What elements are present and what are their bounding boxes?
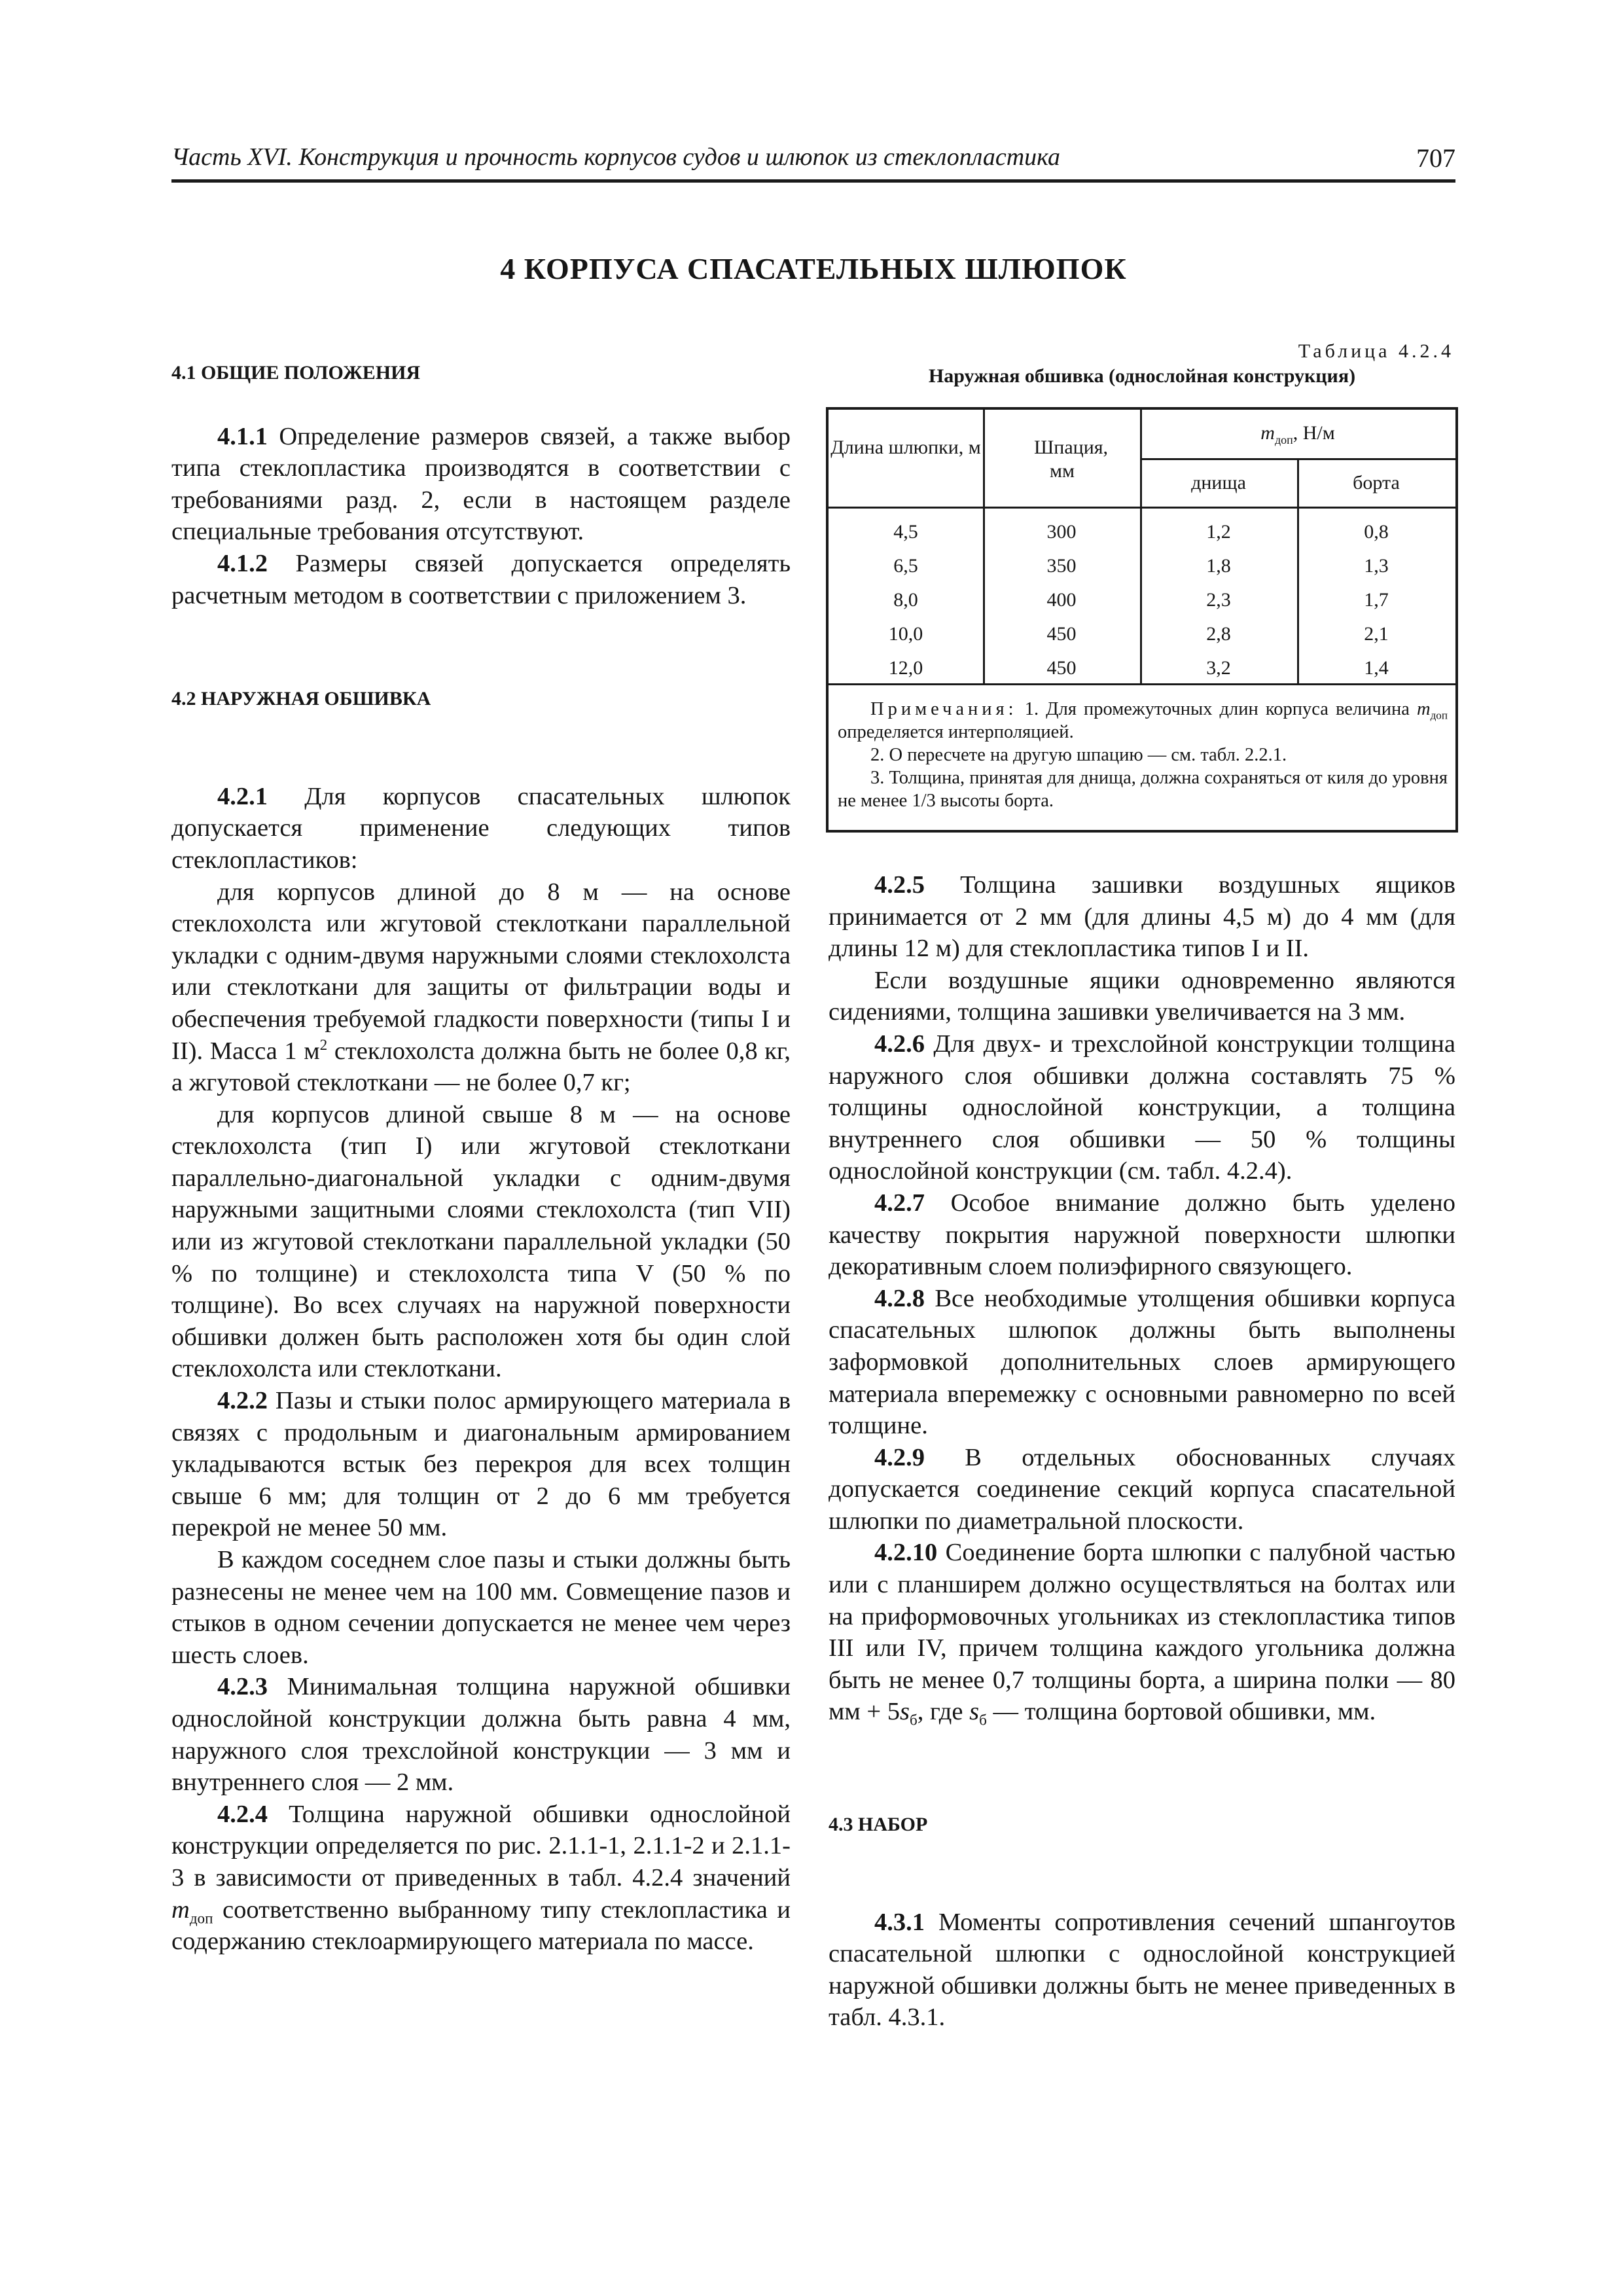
running-header: [171, 139, 1455, 183]
table-divider: [983, 410, 985, 508]
cell-bottom: 2,3: [1206, 589, 1231, 611]
header-side: борта: [1353, 472, 1400, 493]
cell-length: 12,0: [888, 657, 923, 679]
paragraph-4-2-1: 4.2.1 Для корпусов спасательных шлюпок допускается применение следующих типов стеклопластиков:: [171, 782, 791, 874]
paragraph-4-2-9: 4.2.9 В отдельных обоснованных случаях допускается соединение секций корпуса спасательной шлюпки по диаметральной плоскости.: [829, 1443, 1455, 1535]
cell-side: 1,4: [1364, 657, 1389, 679]
cell-side: 1,7: [1364, 589, 1389, 611]
paragraph-4-3-1: 4.3.1 Моменты сопротивления сечений шпангоутов спасательной шлюпки с однослойной конструкцией наружной обшивки должны быть не менее приведенных в табл. 4.3.1.: [829, 1908, 1456, 2032]
cell-length: 10,0: [888, 623, 923, 645]
chapter-title: 4 КОРПУСА СПАСАТЕЛЬНЫХ ШЛЮПОК: [500, 252, 1127, 285]
cell-spacing: 450: [1046, 623, 1077, 645]
paragraph-4-2-7: 4.2.7 Особое внимание должно быть уделено качеству покрытия наружной поверхности шлюпки декоративным слоем полиэфирного связующего.: [829, 1189, 1455, 1281]
right-column: [829, 864, 1455, 2034]
header-length: Длина шлюпки, м: [830, 437, 981, 458]
header-spacing: Шпация, мм: [1034, 437, 1109, 482]
section-heading-4-1: 4.1 ОБЩИЕ ПОЛОЖЕНИЯ: [171, 362, 421, 384]
table-note-3: 3. Толщина, принятая для днища, должна сохраняться от киля до уровня не менее 1/3 высоты борта.: [838, 768, 1448, 811]
paragraph-4-2-1-a: для корпусов длиной до 8 м — на основе стеклохолста или жгутовой стеклоткани параллельной укладки с одним-двумя наружными слоями стеклохолста или стеклоткани для защиты от фильтрации воды и обеспечения требуемой гладкости поверхности (типы I и II). Масса 1 $м^2$ стеклохолста должна быть не более 0,8 кг, а жгутовой стеклоткани — не более 0,7 кг;: [171, 878, 791, 1097]
paragraph-4-2-8: 4.2.8 Все необходимые утолщения обшивки корпуса спасательных шлюпок должны быть выполнены заформовкой дополнительных слоев армирующего материала вперемежку с основными равномерно по всей толщине.: [829, 1284, 1456, 1440]
header-bottom: днища: [1191, 472, 1246, 493]
cell-spacing: 300: [1046, 521, 1077, 543]
table-note-1: Примечания: 1. Для промежуточных длин корпуса величина $m_{доп}$ определяется интерполяцией.: [838, 699, 1448, 742]
cell-side: 0,8: [1364, 521, 1389, 543]
table-divider: [829, 683, 1455, 685]
table-title: Наружная обшивка (однослойная конструкция): [928, 365, 1356, 387]
cell-bottom: 1,8: [1206, 555, 1231, 577]
table-divider: [829, 507, 1455, 509]
header-mass: $m_{доп}$, Н/м: [1260, 422, 1335, 446]
paragraph-4-2-4: 4.2.4 Толщина наружной обшивки однослойной конструкции определяется по рис. 2.1.1-1, 2.1.1-2 и 2.1.1-3 в зависимости от приведенных в табл. 4.2.4 значений $m_{доп}$ соответственно выбранному типу стеклопластика и содержанию стеклоармирующего материала по массе.: [171, 1800, 791, 1956]
cell-spacing: 350: [1046, 555, 1077, 577]
cell-length: 4,5: [893, 521, 918, 543]
paragraph-4-2-5: 4.2.5 Толщина зашивки воздушных ящиков принимается от 2 мм (для длины 4,5 м) до 4 мм (для длины 12 м) для стеклопластика типов I и II.: [829, 871, 1455, 963]
table-divider: [1140, 458, 1455, 460]
table-label: Таблица 4.2.4: [1298, 340, 1454, 362]
table-notes: [838, 698, 1448, 812]
cell-length: 8,0: [893, 589, 918, 611]
cell-length: 6,5: [893, 555, 918, 577]
table-caption: [826, 340, 1458, 387]
cell-side: 1,3: [1364, 555, 1389, 577]
paragraph-4-1-1: 4.1.1 Определение размеров связей, а также выбор типа стеклопластика производятся в соответствии с требованиями разд. 2, если в настоящем разделе специальные требования отсутствуют.: [171, 422, 791, 546]
paragraph-4-2-10: 4.2.10 Соединение борта шлюпки с палубной частью или с планширем должно осуществляться на болтах или на приформовочных угольниках из стеклопластика типов III или IV, причем толщина каждого угольника должна быть не менее 0,7 толщины борта, а ширина полки — 80 мм + $5s_б$, где $s_б$ — толщина бортовой обшивки, мм.: [829, 1539, 1455, 1729]
cell-bottom: 1,2: [1206, 521, 1231, 543]
table-note-2: 2. О пересчете на другую шпацию — см. табл. 2.2.1.: [870, 745, 1287, 765]
paragraph-4-2-1-b: для корпусов длиной свыше 8 м — на основе стеклохолста (тип I) или жгутовой стеклоткани параллельно-диагональной укладки с одним-двумя наружными защитными слоями стеклохолста (тип VII) или из жгутовой стеклоткани параллельной укладки (50 % по толщине) и стеклохолста типа V (50 % по толщине). Во всех случаях на наружной поверхности обшивки должен быть расположен хотя бы один слой стеклохолста или стеклоткани.: [171, 1100, 791, 1383]
paragraph-4-2-5-b: Если воздушные ящики одновременно являются сидениями, толщина зашивки увеличивается на 3 мм.: [829, 966, 1455, 1026]
running-title: Часть XVI. Конструкция и прочность корпусов судов и шлюпок из стеклопластика: [171, 143, 1060, 171]
cell-spacing: 450: [1046, 657, 1077, 679]
paragraph-4-2-2: 4.2.2 Пазы и стыки полос армирующего материала в связях с продольным и диагональным армированием укладываются встык без перекроя для всех толщин свыше 6 мм; для толщин от 2 до 6 мм требуется перекрой не менее 50 мм.: [171, 1387, 791, 1542]
section-heading-4-3: 4.3 НАБОР: [829, 1814, 928, 1836]
paragraph-4-1-2: 4.1.2 Размеры связей допускается определять расчетным методом в соответствии с приложением 3.: [171, 549, 791, 609]
left-column: [171, 340, 791, 1958]
paragraph-4-2-6: 4.2.6 Для двух- и трехслойной конструкции толщина наружного слоя обшивки должна составлять 75 % толщины однослойной конструкции, а толщина внутреннего слоя обшивки — 50 % толщины однослойной конструкции (см. табл. 4.2.4).: [829, 1030, 1455, 1185]
paragraph-4-2-3: 4.2.3 Минимальная толщина наружной обшивки однослойной конструкции должна быть равна 4 мм, наружного слоя трехслойной конструкции — 3 мм и внутреннего слоя — 2 мм.: [171, 1673, 791, 1797]
cell-bottom: 3,2: [1206, 657, 1231, 679]
paragraph-4-2-2-b: В каждом соседнем слое пазы и стыки должны быть разнесены не менее чем на 100 мм. Совмещение пазов и стыков в одном сечении допускается не менее чем через шесть слоев.: [171, 1546, 791, 1669]
cell-side: 2,1: [1364, 623, 1389, 645]
page-number: 707: [1416, 143, 1455, 173]
section-heading-4-2: 4.2 НАРУЖНАЯ ОБШИВКА: [171, 688, 431, 710]
cell-bottom: 2,8: [1206, 623, 1231, 645]
table-4-2-4: [826, 407, 1458, 833]
cell-spacing: 400: [1046, 589, 1077, 611]
